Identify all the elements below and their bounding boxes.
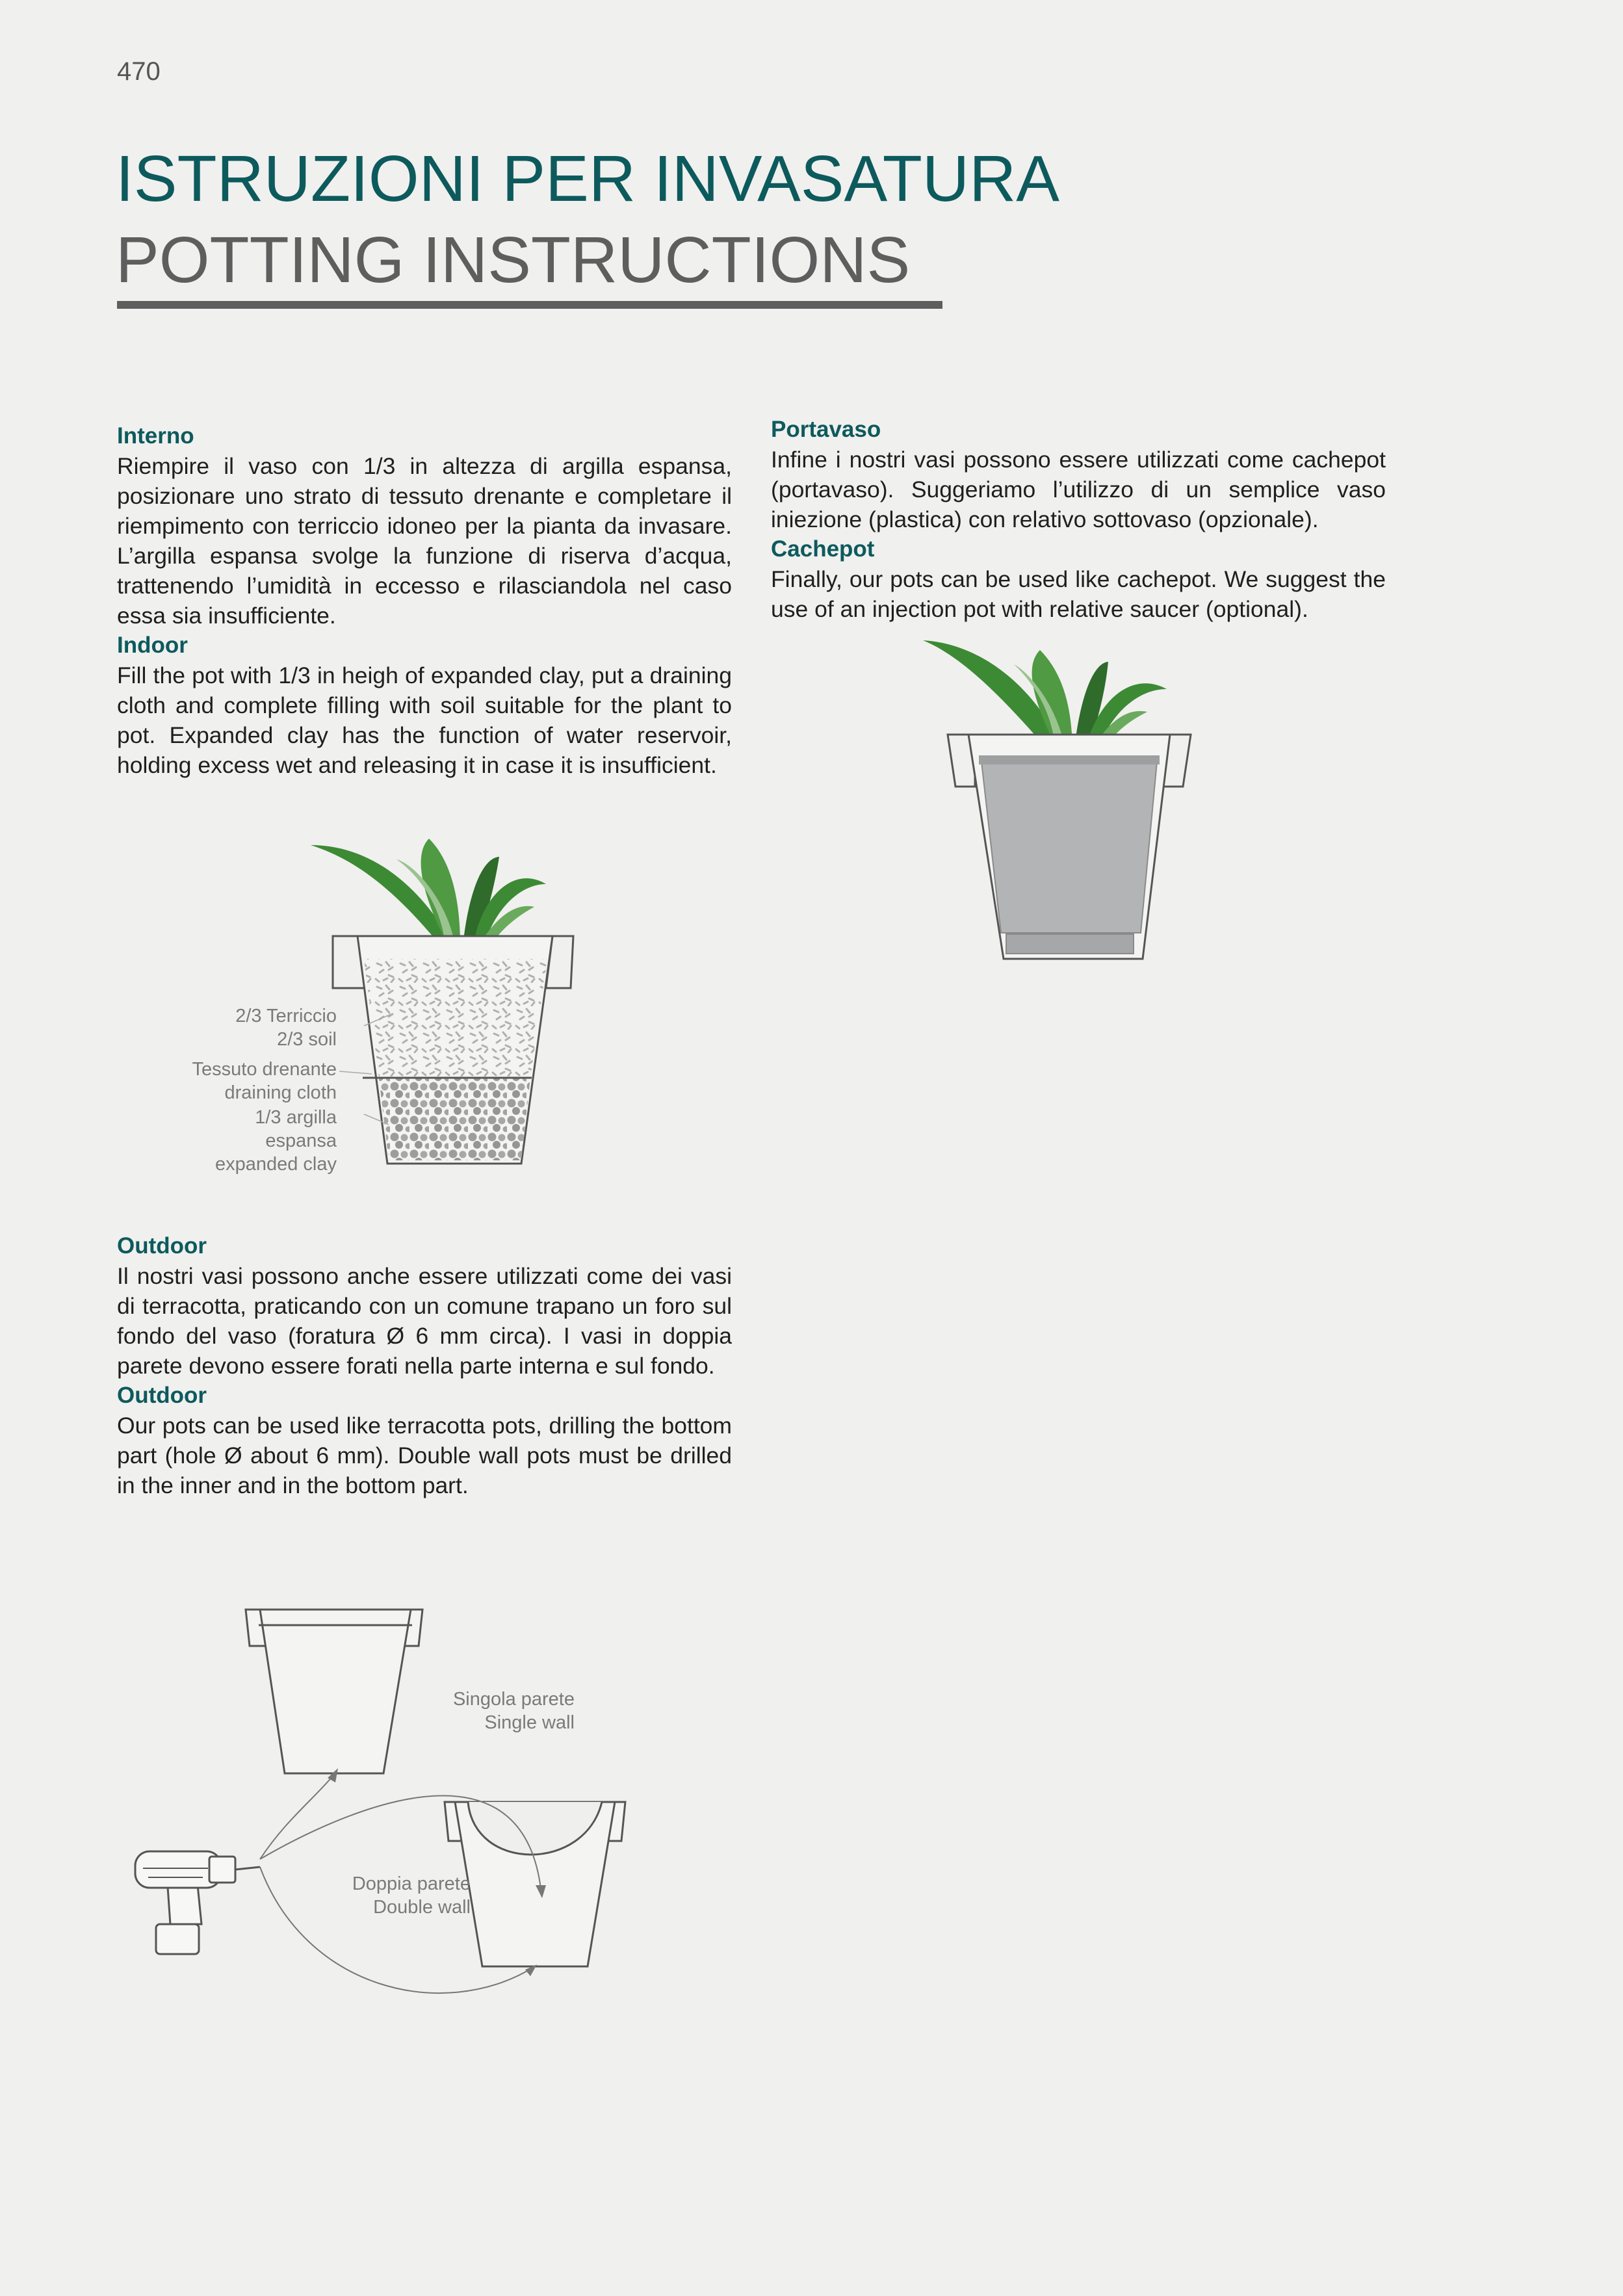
heading-interno: Interno xyxy=(117,423,194,449)
page-number: 470 xyxy=(117,57,161,86)
label-double-wall-it: Doppia parete xyxy=(352,1873,471,1894)
text-outdoor-it: Il nostri vasi possono anche essere utilizzati come dei vasi di terracotta, praticando con un comune trapano un foro sul fondo del vaso (foratura Ø 6 mm circa). I vasi in doppia parete devono essere forati nella parte interna e sul fondo. xyxy=(117,1263,732,1379)
label-cloth-en: draining cloth xyxy=(224,1082,337,1103)
label-single-wall xyxy=(403,1688,575,1734)
title-english: POTTING INSTRUCTIONS xyxy=(116,224,911,296)
title-italian: ISTRUZIONI PER INVASATURA xyxy=(116,142,1060,215)
heading-indoor: Indoor xyxy=(117,633,188,658)
heading-outdoor-it: Outdoor xyxy=(117,1233,207,1259)
single-wall-pot-icon xyxy=(246,1610,422,1773)
text-indoor: Fill the pot with 1/3 in heigh of expanded clay, put a draining cloth and complete filling with soil suitable for the plant to pot. Expanded clay has the function of water reservoir, holding excess wet and releasing it in case it is insufficient. xyxy=(117,662,732,778)
label-single-wall-en: Single wall xyxy=(484,1712,575,1733)
label-single-wall-it: Singola parete xyxy=(452,1689,575,1710)
text-portavaso: Infine i nostri vasi possono essere utilizzati come cachepot (portavaso). Suggeriamo l’utilizzo di un semplice vaso iniezione (plastica) con relativo sottovaso (opzionale). xyxy=(771,447,1386,532)
heading-outdoor-en: Outdoor xyxy=(117,1383,207,1408)
drill-icon xyxy=(135,1851,260,1954)
label-clay-en: expanded clay xyxy=(214,1154,337,1175)
text-interno: Riempire il vaso con 1/3 in altezza di argilla espansa, posizionare uno strato di tessuto drenante e completare il riempimento con terriccio idoneo per la pianta da invasare. L’argilla espansa svolge la funzione di riserva d’acqua, trattenendo l’umidità in eccesso e rilasciandola nel caso essa sia insufficiente. xyxy=(117,453,732,629)
label-cloth-it: Tessuto drenante xyxy=(192,1059,337,1080)
label-clay-it-2: espansa xyxy=(265,1130,337,1151)
label-double-wall-en: Double wall xyxy=(373,1897,471,1918)
label-soil-en: 2/3 soil xyxy=(277,1029,337,1050)
label-double-wall xyxy=(299,1872,471,1919)
text-outdoor-en: Our pots can be used like terracotta pots, drilling the bottom part (hole Ø about 6 mm). Double wall pots must be drilled in the inner and in the bottom part. xyxy=(117,1413,732,1498)
label-clay-it-1: 1/3 argilla xyxy=(255,1107,337,1128)
heading-cachepot: Cachepot xyxy=(771,536,875,562)
text-cachepot: Finally, our pots can be used like cachepot. We suggest the use of an injection pot with relative saucer (optional). xyxy=(771,566,1386,622)
heading-portavaso: Portavaso xyxy=(771,417,881,442)
label-soil-it: 2/3 Terriccio xyxy=(235,1006,337,1026)
double-wall-pot-icon xyxy=(445,1802,625,1966)
arrow-to-single-wall xyxy=(260,1776,333,1859)
